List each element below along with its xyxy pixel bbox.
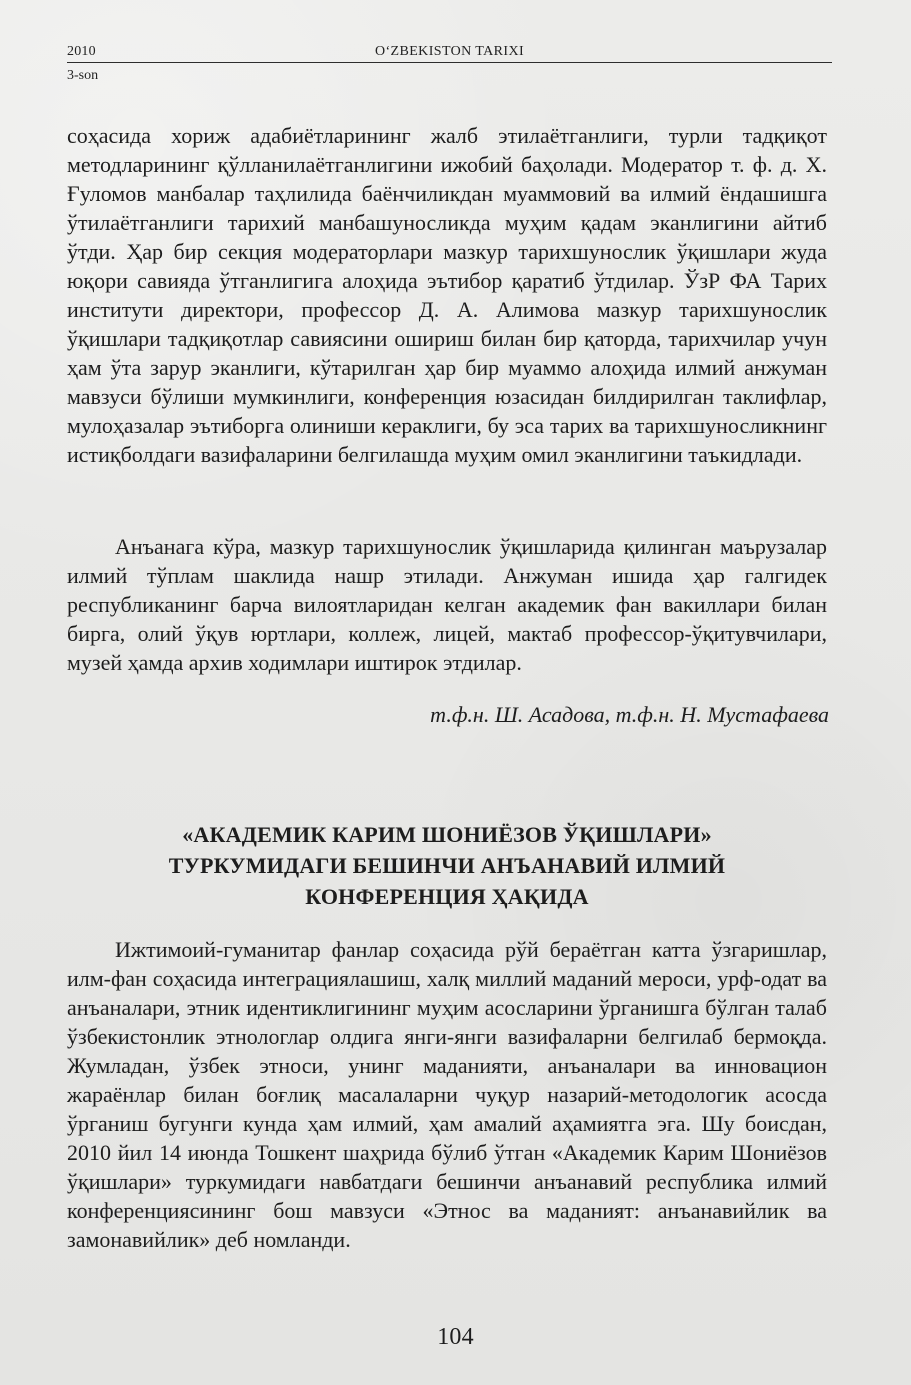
header-issue: 3-son [67, 68, 99, 83]
article-title-line-1: «АКАДЕМИК КАРИМ ШОНИЁЗОВ ЎҚИШЛАРИ» [182, 822, 712, 847]
body-paragraph-1-container [67, 121, 827, 469]
page-header [67, 44, 832, 86]
header-year: 2010 [67, 44, 96, 59]
header-rule [67, 62, 832, 63]
article-title-line-3: КОНФЕРЕНЦИЯ ҲАҚИДА [305, 884, 589, 909]
article-title-line-2: ТУРКУМИДАГИ БЕШИНЧИ АНЪАНАВИЙ ИЛМИЙ [168, 853, 726, 878]
body-paragraph-2-container [67, 532, 827, 677]
page-number: 104 [437, 1324, 474, 1350]
body-paragraph-1: соҳасида хориж адабиётларининг жалб этилаётганлиги, турли тадқиқот методларининг қўлланилаётганлигини ижобий баҳолади. Модератор т. ф. д. Х. Ғуломов манбалар таҳлилида баёнчиликдан муаммовий ва илмий ёндашишга ўтилаётганлиги тарихий манбашуносликда муҳим қадам эканлигини айтиб ўтди. Ҳар бир секция модераторлари мазкур тарихшунослик ўқишлари жуда юқори савияда ўтганлигига алоҳида эътибор қаратиб ўтдилар. ЎзР ФА Тарих институти директори, профессор Д. А. Алимова мазкур тарихшунослик ўқишлари тадқиқотлар савиясини ошириш билан бир қаторда, тарихчилар учун ҳам ўта зарур эканлиги, кўтарилган ҳар бир муаммо алоҳида илмий анжуман мавзуси бўлиши мумкинлиги, конференция юзасидан билдирилган таклифлар, мулоҳазалар эътиборга олиниши кераклиги, бу эса тарих ва тарихшуносликнинг истиқболдаги вазифаларини белгилашда муҳим омил эканлигини таъкидлади. [67, 123, 827, 467]
body-paragraph-2: Анъанага кўра, мазкур тарихшунослик ўқишларида қилинган маърузалар илмий тўплам шаклида нашр этилади. Анжуман ишида ҳар галгидек республиканинг барча вилоятларидан келган академик фан вакиллари билан бирга, олий ўқув юртлари, коллеж, лицей, мактаб профессор-ўқитувчилари, музей ҳамда архив ходимлари иштирок этдилар. [67, 534, 827, 675]
author-signature: т.ф.н. Ш. Асадова, т.ф.н. Н. Мустафаева [430, 702, 829, 727]
article-title [67, 819, 827, 912]
journal-title: O‘ZBEKISTON TARIXI [374, 44, 525, 59]
body-paragraph-3: Ижтимоий-гуманитар фанлар соҳасида рўй бераётган катта ўзгаришлар, илм-фан соҳасида интеграциялашиш, халқ миллий маданий мероси, урф-одат ва анъаналари, этник идентиклигининг муҳим асосларини ўрганишга бўлган талаб ўзбекистонлик этнологлар олдига янги-янги вазифаларни белгилаб бермоқда. Жумладан, ўзбек этноси, унинг маданияти, анъаналари ва инновацион жараёнлар билан боғлиқ масалаларни чуқур назарий-методологик асосда ўрганиш бугунги кунда ҳам илмий, ҳам амалий аҳамиятга эга. Шу боисдан, 2010 йил 14 июнда Тошкент шаҳрида бўлиб ўтган «Академик Карим Шониёзов ўқишлари» туркумидаги навбатдаги бешинчи анъанавий республика илмий конференциясининг бош мавзуси «Этнос ва маданият: анъанавийлик ва замонавийлик» деб номланди. [67, 937, 827, 1252]
body-paragraph-3-container [67, 935, 827, 1254]
